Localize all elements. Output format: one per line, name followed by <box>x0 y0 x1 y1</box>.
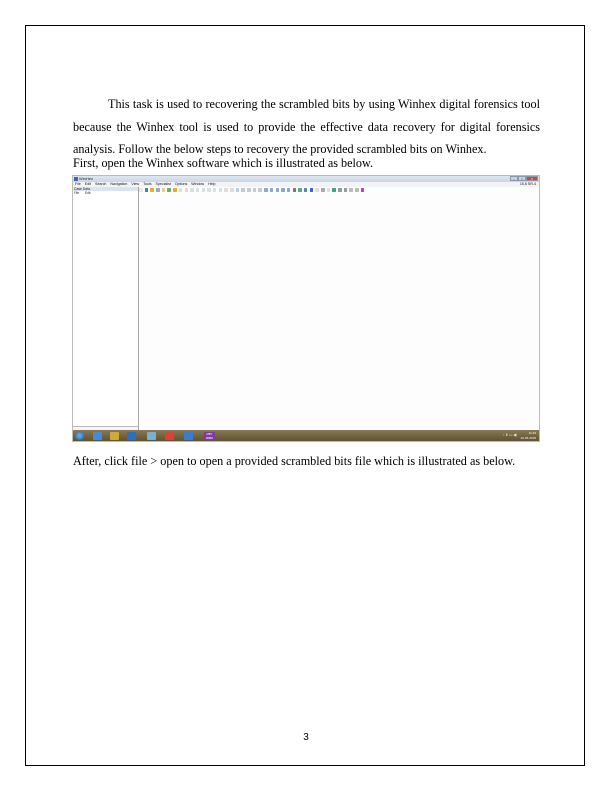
window-title: WinHex <box>79 176 94 181</box>
menu-file[interactable]: File <box>75 182 81 186</box>
taskbar-app-icon[interactable] <box>127 432 136 440</box>
menu-navigation[interactable]: Navigation <box>110 182 128 186</box>
paragraph-open-winhex: First, open the Winhex software which is illustrated as below. <box>73 156 374 170</box>
winhex-screenshot <box>72 175 540 442</box>
toolbar-button-icon[interactable] <box>304 188 308 192</box>
clock-time: 11:26 <box>528 431 536 435</box>
toolbar-button-icon[interactable] <box>293 188 297 192</box>
case-data-header: Case Data <box>73 187 138 191</box>
menu-help[interactable]: Help <box>208 182 216 186</box>
clock-date: 22-05-2018 <box>520 435 536 440</box>
toolbar-button-icon[interactable] <box>247 188 251 192</box>
taskbar-app-icon[interactable] <box>147 432 156 440</box>
toolbar-button-icon[interactable] <box>361 188 365 192</box>
maximize-button[interactable]: □ <box>518 176 526 181</box>
system-clock <box>521 431 536 440</box>
toolbar-button-icon[interactable] <box>332 188 336 192</box>
toolbar-button-icon[interactable] <box>230 188 234 192</box>
taskbar-app-icon[interactable] <box>110 432 119 440</box>
toolbar-button-icon[interactable] <box>219 188 223 192</box>
case-menu-edit[interactable]: Edit <box>85 191 91 195</box>
toolbar-button-icon[interactable] <box>315 188 319 192</box>
toolbar-button-icon[interactable] <box>213 188 217 192</box>
toolbar-button-icon[interactable] <box>179 188 183 192</box>
menu-view[interactable]: View <box>131 182 140 186</box>
toolbar-button-icon[interactable] <box>253 188 257 192</box>
menu-window[interactable]: Window <box>191 182 205 186</box>
paragraph-intro: This task is used to recovering the scrambled bits by using Winhex digital forensics tool because the Winhex tool is used to provide the effective data recovery for digital forensics analysis. Follow the below steps to recovery the provided scrambled bits on Winhex. <box>73 97 540 156</box>
menu-search[interactable]: Search <box>95 182 107 186</box>
menu-options[interactable]: Options <box>174 182 188 186</box>
taskbar-winhex-item[interactable]: MBY B0B0 <box>204 432 215 440</box>
toolbar-button-icon[interactable] <box>298 188 302 192</box>
menu-specialist[interactable]: Specialist <box>155 182 171 186</box>
toolbar-button-icon[interactable] <box>310 188 314 192</box>
toolbar-button-icon[interactable] <box>344 188 348 192</box>
toolbar-button-icon[interactable] <box>202 188 206 192</box>
toolbar-button-icon[interactable] <box>139 188 143 192</box>
menu-tools[interactable]: Tools <box>143 182 152 186</box>
toolbar-button-icon[interactable] <box>196 188 200 192</box>
start-button-icon[interactable] <box>75 431 84 440</box>
version-label: 15.8 SR-4 <box>519 182 536 186</box>
toolbar-button-icon[interactable] <box>349 188 353 192</box>
toolbar-button-icon[interactable] <box>321 188 325 192</box>
toolbar-button-icon[interactable] <box>327 188 331 192</box>
toolbar-button-icon[interactable] <box>150 188 154 192</box>
minimize-button[interactable]: – <box>510 176 518 181</box>
toolbar-button-icon[interactable] <box>167 188 171 192</box>
toolbar-button-icon[interactable] <box>185 188 189 192</box>
toolbar-button-icon[interactable] <box>355 188 359 192</box>
taskbar-app-icon[interactable] <box>184 432 193 440</box>
taskbar-app-icon[interactable] <box>93 432 102 440</box>
system-tray-icons[interactable]: ‹ ⬆ ▭ ◀) <box>503 433 517 437</box>
toolbar-button-icon[interactable] <box>241 188 245 192</box>
window-controls <box>510 176 538 181</box>
toolbar-button-icon[interactable] <box>207 188 211 192</box>
page-number: 3 <box>303 732 309 743</box>
toolbar-button-icon[interactable] <box>145 188 149 192</box>
toolbar-button-icon[interactable] <box>190 188 194 192</box>
toolbar-button-icon[interactable] <box>258 188 262 192</box>
toolbar-button-icon[interactable] <box>270 188 274 192</box>
toolbar-button-icon[interactable] <box>224 188 228 192</box>
toolbar-button-icon[interactable] <box>162 188 166 192</box>
toolbar-button-icon[interactable] <box>338 188 342 192</box>
case-menu-file[interactable]: File <box>74 191 80 195</box>
toolbar-button-icon[interactable] <box>236 188 240 192</box>
winhex-app-icon <box>74 177 78 181</box>
paragraph-open-file: After, click file > open to open a provided scrambled bits file which is illustrated as below. <box>73 454 516 468</box>
menu-edit[interactable]: Edit <box>84 182 91 186</box>
toolbar-button-icon[interactable] <box>281 188 285 192</box>
toolbar-button-icon[interactable] <box>173 188 177 192</box>
case-data-pane <box>73 187 139 432</box>
case-menu <box>73 191 138 196</box>
taskbar-app-icon[interactable] <box>165 432 174 440</box>
close-button[interactable]: ✕ <box>526 176 538 181</box>
toolbar-button-icon[interactable] <box>264 188 268 192</box>
toolbar-button-icon[interactable] <box>287 188 291 192</box>
toolbar-button-icon[interactable] <box>276 188 280 192</box>
taskbar <box>73 430 539 441</box>
toolbar-button-icon[interactable] <box>156 188 160 192</box>
toolbar <box>139 187 367 193</box>
